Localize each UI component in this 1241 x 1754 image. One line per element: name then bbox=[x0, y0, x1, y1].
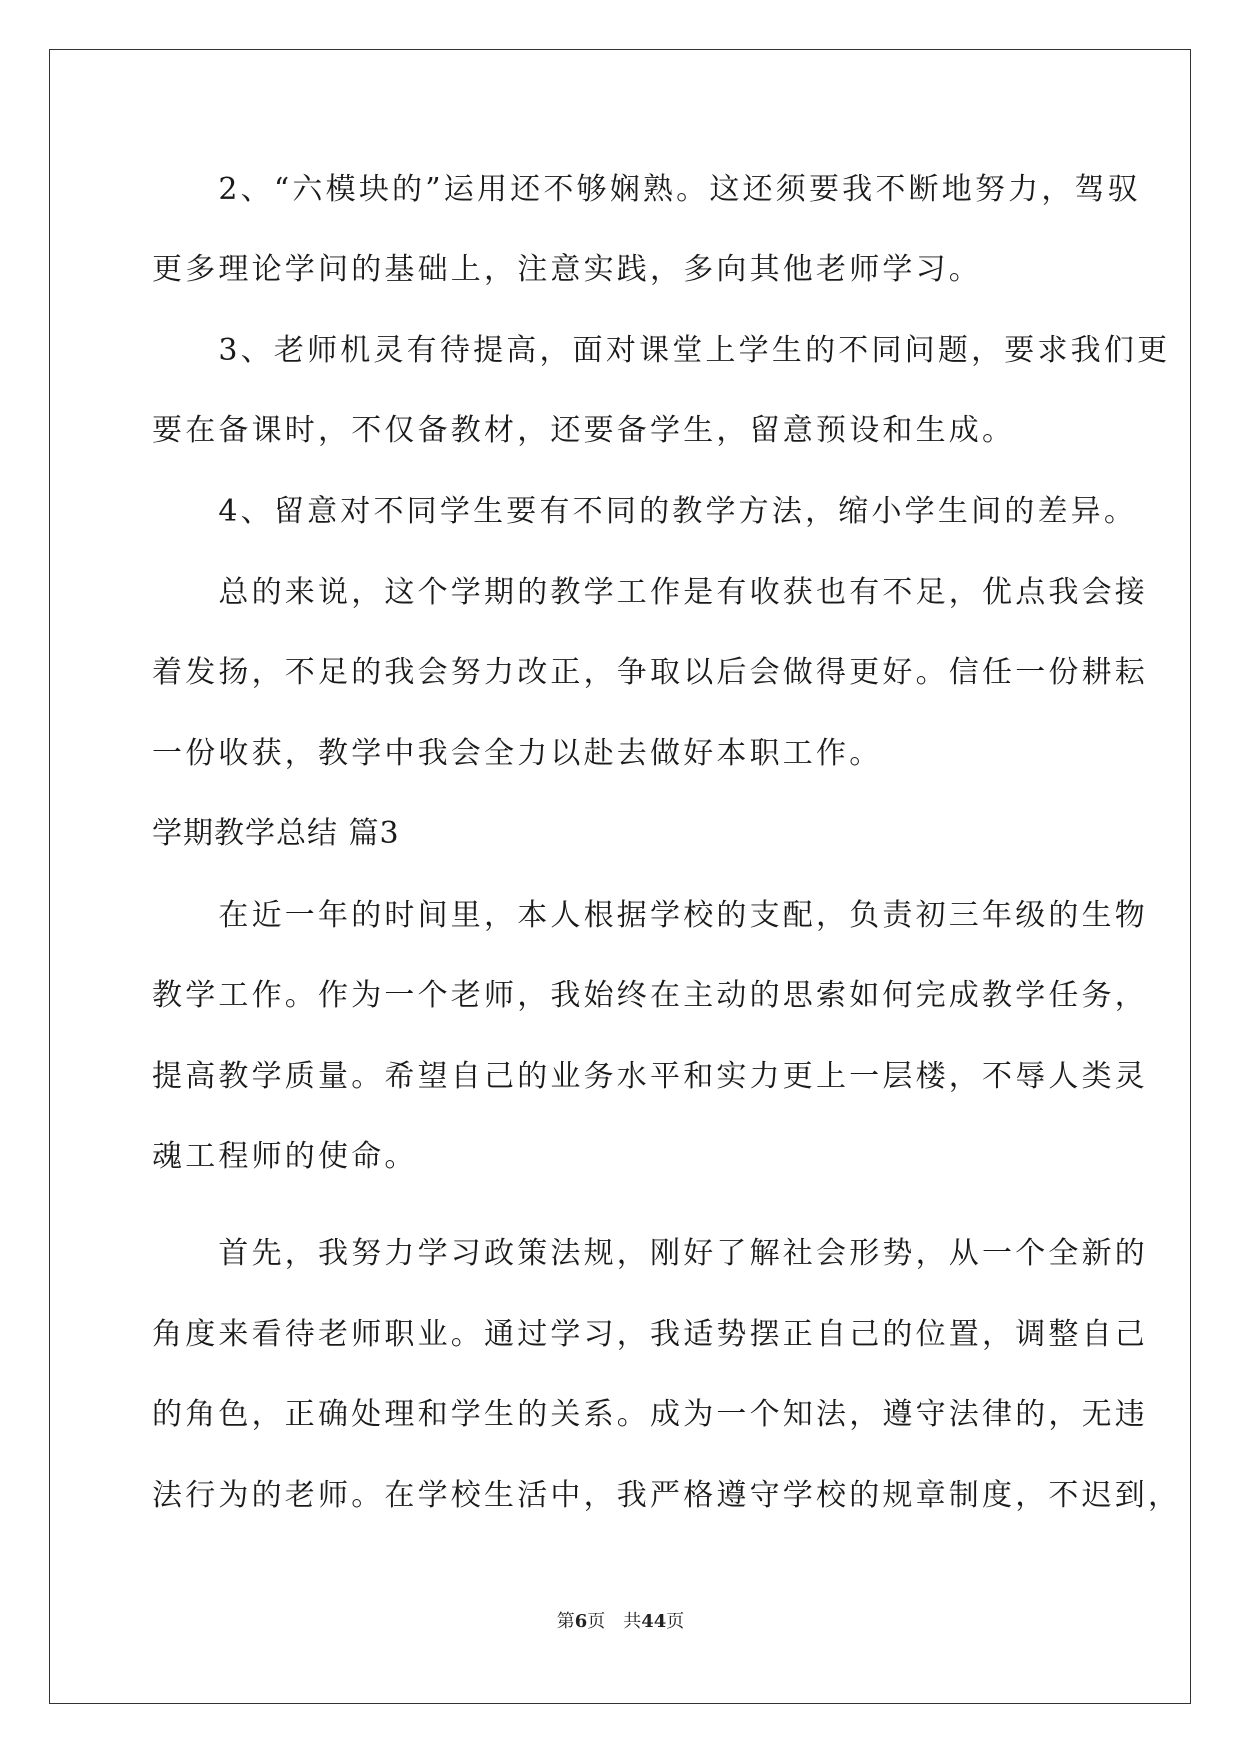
current-page-number: 6 bbox=[574, 1611, 588, 1632]
body-line: 教学工作。作为一个老师，我始终在主动的思索如何完成教学任务， bbox=[152, 978, 1148, 1013]
body-line: 一份收获，教学中我会全力以赴去做好本职工作。 bbox=[152, 736, 883, 771]
page-footer bbox=[0, 1610, 1241, 1634]
body-line: 要在备课时，不仅备教材，还要备学生，留意预设和生成。 bbox=[152, 413, 1016, 448]
page-border bbox=[49, 49, 1191, 1704]
footer-prefix: 第 bbox=[556, 1611, 575, 1632]
body-line: 着发扬，不足的我会努力改正，争取以后会做得更好。信任一份耕耘 bbox=[152, 655, 1148, 690]
section-heading: 学期教学总结 篇3 bbox=[152, 816, 400, 851]
body-line: 提高教学质量。希望自己的业务水平和实力更上一层楼，不辱人类灵 bbox=[152, 1059, 1148, 1094]
body-line: 2、“六模块的”运用还不够娴熟。这还须要我不断地努力，驾驭 bbox=[152, 172, 1141, 207]
total-pages-number: 44 bbox=[641, 1611, 667, 1632]
body-line: 魂工程师的使命。 bbox=[152, 1139, 418, 1174]
body-line: 的角色，正确处理和学生的关系。成为一个知法，遵守法律的，无违 bbox=[152, 1397, 1148, 1432]
body-line: 首先，我努力学习政策法规，刚好了解社会形势，从一个全新的 bbox=[152, 1236, 1148, 1271]
body-line: 4、留意对不同学生要有不同的教学方法，缩小学生间的差异。 bbox=[152, 494, 1138, 529]
body-line: 法行为的老师。在学校生活中，我严格遵守学校的规章制度，不迟到， bbox=[152, 1478, 1182, 1513]
footer-mid: 页 共 bbox=[587, 1611, 642, 1632]
body-line: 角度来看待老师职业。通过学习，我适势摆正自己的位置，调整自己 bbox=[152, 1317, 1148, 1352]
body-line: 更多理论学问的基础上，注意实践，多向其他老师学习。 bbox=[152, 252, 982, 287]
body-line: 在近一年的时间里，本人根据学校的支配，负责初三年级的生物 bbox=[152, 898, 1148, 933]
footer-suffix: 页 bbox=[666, 1611, 685, 1632]
body-line: 3、老师机灵有待提高，面对课堂上学生的不同问题，要求我们更 bbox=[152, 333, 1171, 368]
body-line: 总的来说，这个学期的教学工作是有收获也有不足，优点我会接 bbox=[152, 575, 1148, 610]
